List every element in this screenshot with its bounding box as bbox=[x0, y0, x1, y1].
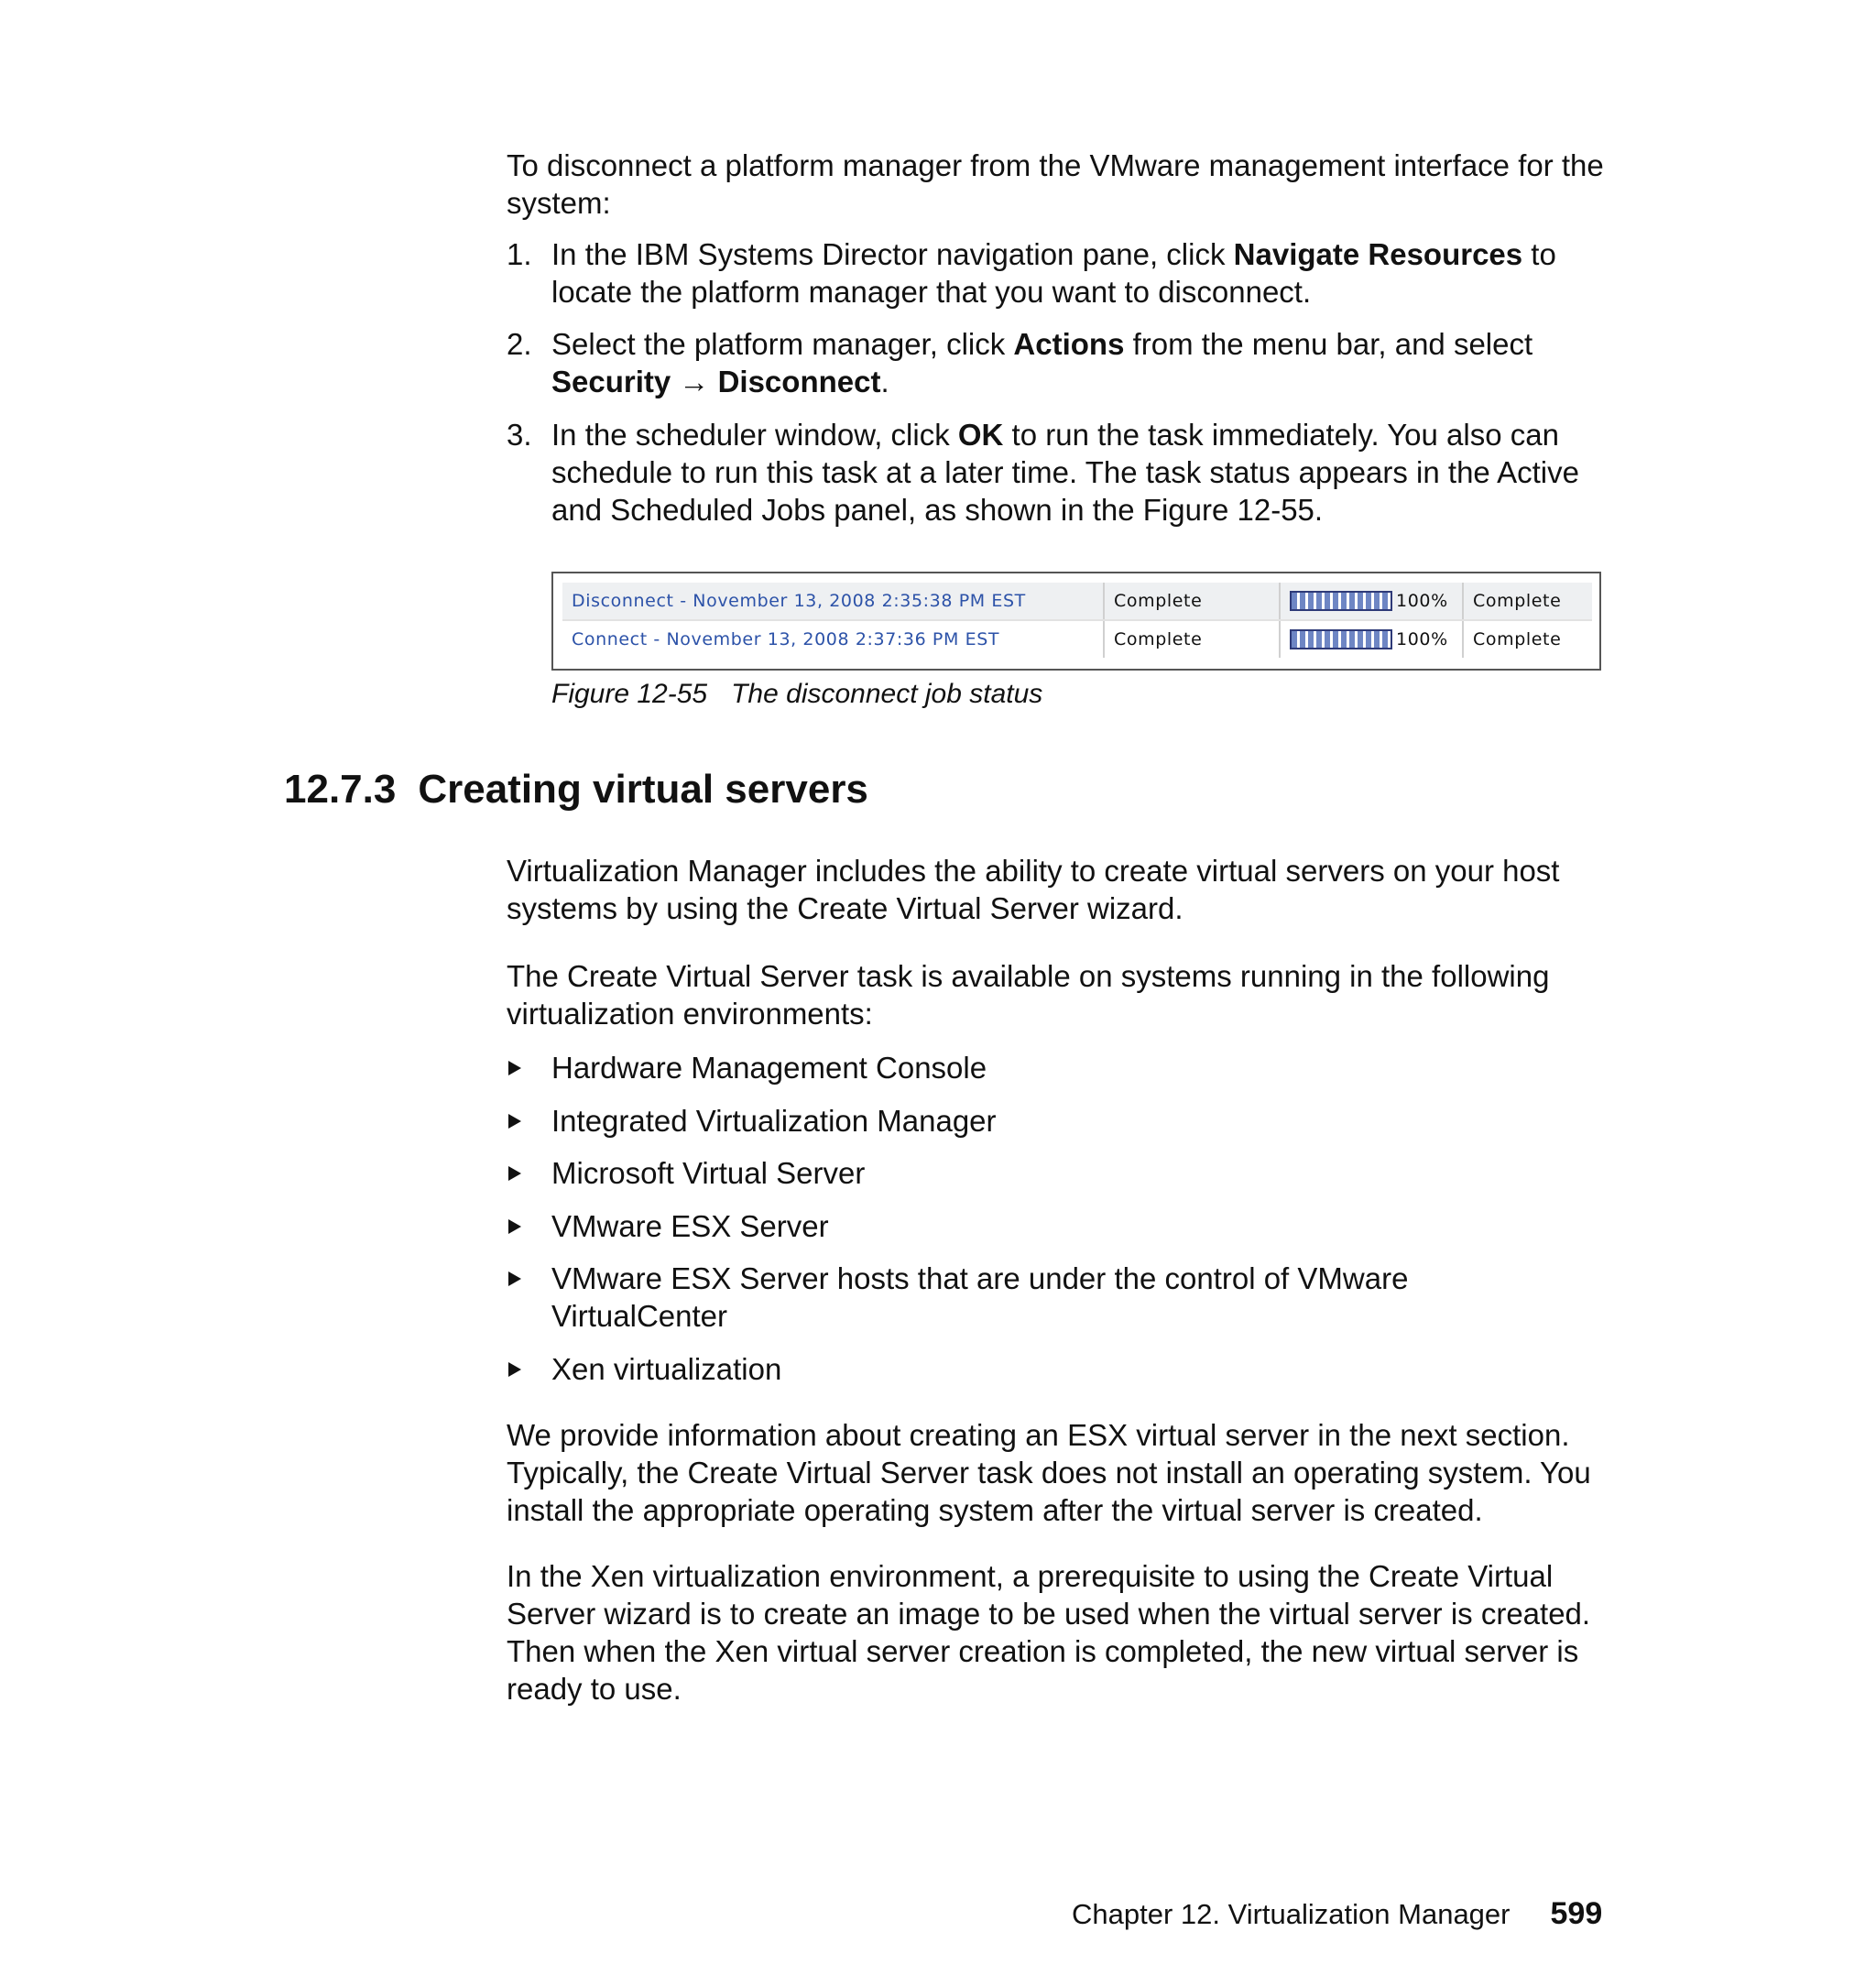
paragraph: The Create Virtual Server task is available on systems running in the following virtualization environments: bbox=[507, 959, 1550, 1031]
menu-arrow: → bbox=[671, 365, 718, 398]
paragraph: In the Xen virtualization environment, a prerequisite to using the Create Virtual Server wizard is to create an image to be used when the virtual server is created. Then when the Xen virtual server creation is completed, the new virtual server is ready to use. bbox=[507, 1559, 1591, 1706]
triangle-bullet-icon bbox=[508, 1114, 521, 1129]
step-number: 2. bbox=[507, 327, 532, 361]
job-status-table bbox=[551, 572, 1601, 671]
job-result: Complete bbox=[1463, 583, 1592, 620]
table-row[interactable] bbox=[562, 620, 1592, 658]
triangle-bullet-icon bbox=[508, 1061, 521, 1075]
section-number: 12.7.3 bbox=[284, 767, 397, 812]
progress-label: 100% bbox=[1396, 628, 1448, 649]
triangle-bullet-icon bbox=[508, 1219, 521, 1234]
job-name-link[interactable]: Connect - November 13, 2008 2:37:36 PM EST bbox=[562, 620, 1104, 658]
ui-term: Actions bbox=[1013, 327, 1125, 361]
step-number: 1. bbox=[507, 237, 532, 271]
job-progress bbox=[1280, 583, 1463, 620]
intro-paragraph: To disconnect a platform manager from the VMware management interface for the system: bbox=[507, 148, 1604, 220]
step-number: 3. bbox=[507, 418, 532, 452]
section-heading bbox=[284, 766, 868, 813]
step-text: In the IBM Systems Director navigation pane, click Navigate Resources to locate the platform manager that you want to disconnect. bbox=[551, 237, 1556, 309]
triangle-bullet-icon bbox=[508, 1271, 521, 1286]
progress-label: 100% bbox=[1396, 590, 1448, 611]
section-title: Creating virtual servers bbox=[418, 767, 868, 812]
figure-label: Figure 12-55 bbox=[551, 679, 708, 709]
job-name-link[interactable]: Disconnect - November 13, 2008 2:35:38 PM EST bbox=[562, 583, 1104, 620]
figure-caption bbox=[551, 678, 1042, 711]
job-status: Complete bbox=[1104, 620, 1280, 658]
page-footer bbox=[1072, 1896, 1602, 1932]
progress-bar bbox=[1290, 629, 1392, 649]
ui-term: Navigate Resources bbox=[1233, 237, 1523, 271]
step-text: Select the platform manager, click Actions from the menu bar, and select Security → Disconnect. bbox=[551, 327, 1533, 398]
figure-title: The disconnect job status bbox=[731, 679, 1043, 709]
page-number: 599 bbox=[1550, 1896, 1603, 1931]
triangle-bullet-icon bbox=[508, 1166, 521, 1181]
table-row[interactable] bbox=[562, 583, 1592, 620]
progress-bar bbox=[1290, 591, 1392, 611]
paragraph: We provide information about creating an ESX virtual server in the next section. Typically, the Create Virtual Server task does not install an operating system. You install the appropriate operating system after the virtual server is created. bbox=[507, 1418, 1591, 1527]
job-result: Complete bbox=[1473, 629, 1562, 649]
ui-term: OK bbox=[957, 418, 1004, 452]
ui-term: Security bbox=[551, 365, 671, 398]
chapter-title: Chapter 12. Virtualization Manager bbox=[1072, 1898, 1511, 1930]
ui-term: Disconnect bbox=[717, 365, 881, 398]
paragraph: Virtualization Manager includes the ability to create virtual servers on your host systems by using the Create Virtual Server wizard. bbox=[507, 854, 1560, 925]
step-text: In the scheduler window, click OK to run the task immediately. You also can schedule to run this task at a later time. The task status appears in the Active and Scheduled Jobs panel, as shown in the Figure 12-55. bbox=[551, 418, 1579, 527]
job-progress bbox=[1280, 620, 1463, 658]
job-status: Complete bbox=[1104, 583, 1280, 620]
triangle-bullet-icon bbox=[508, 1362, 521, 1377]
